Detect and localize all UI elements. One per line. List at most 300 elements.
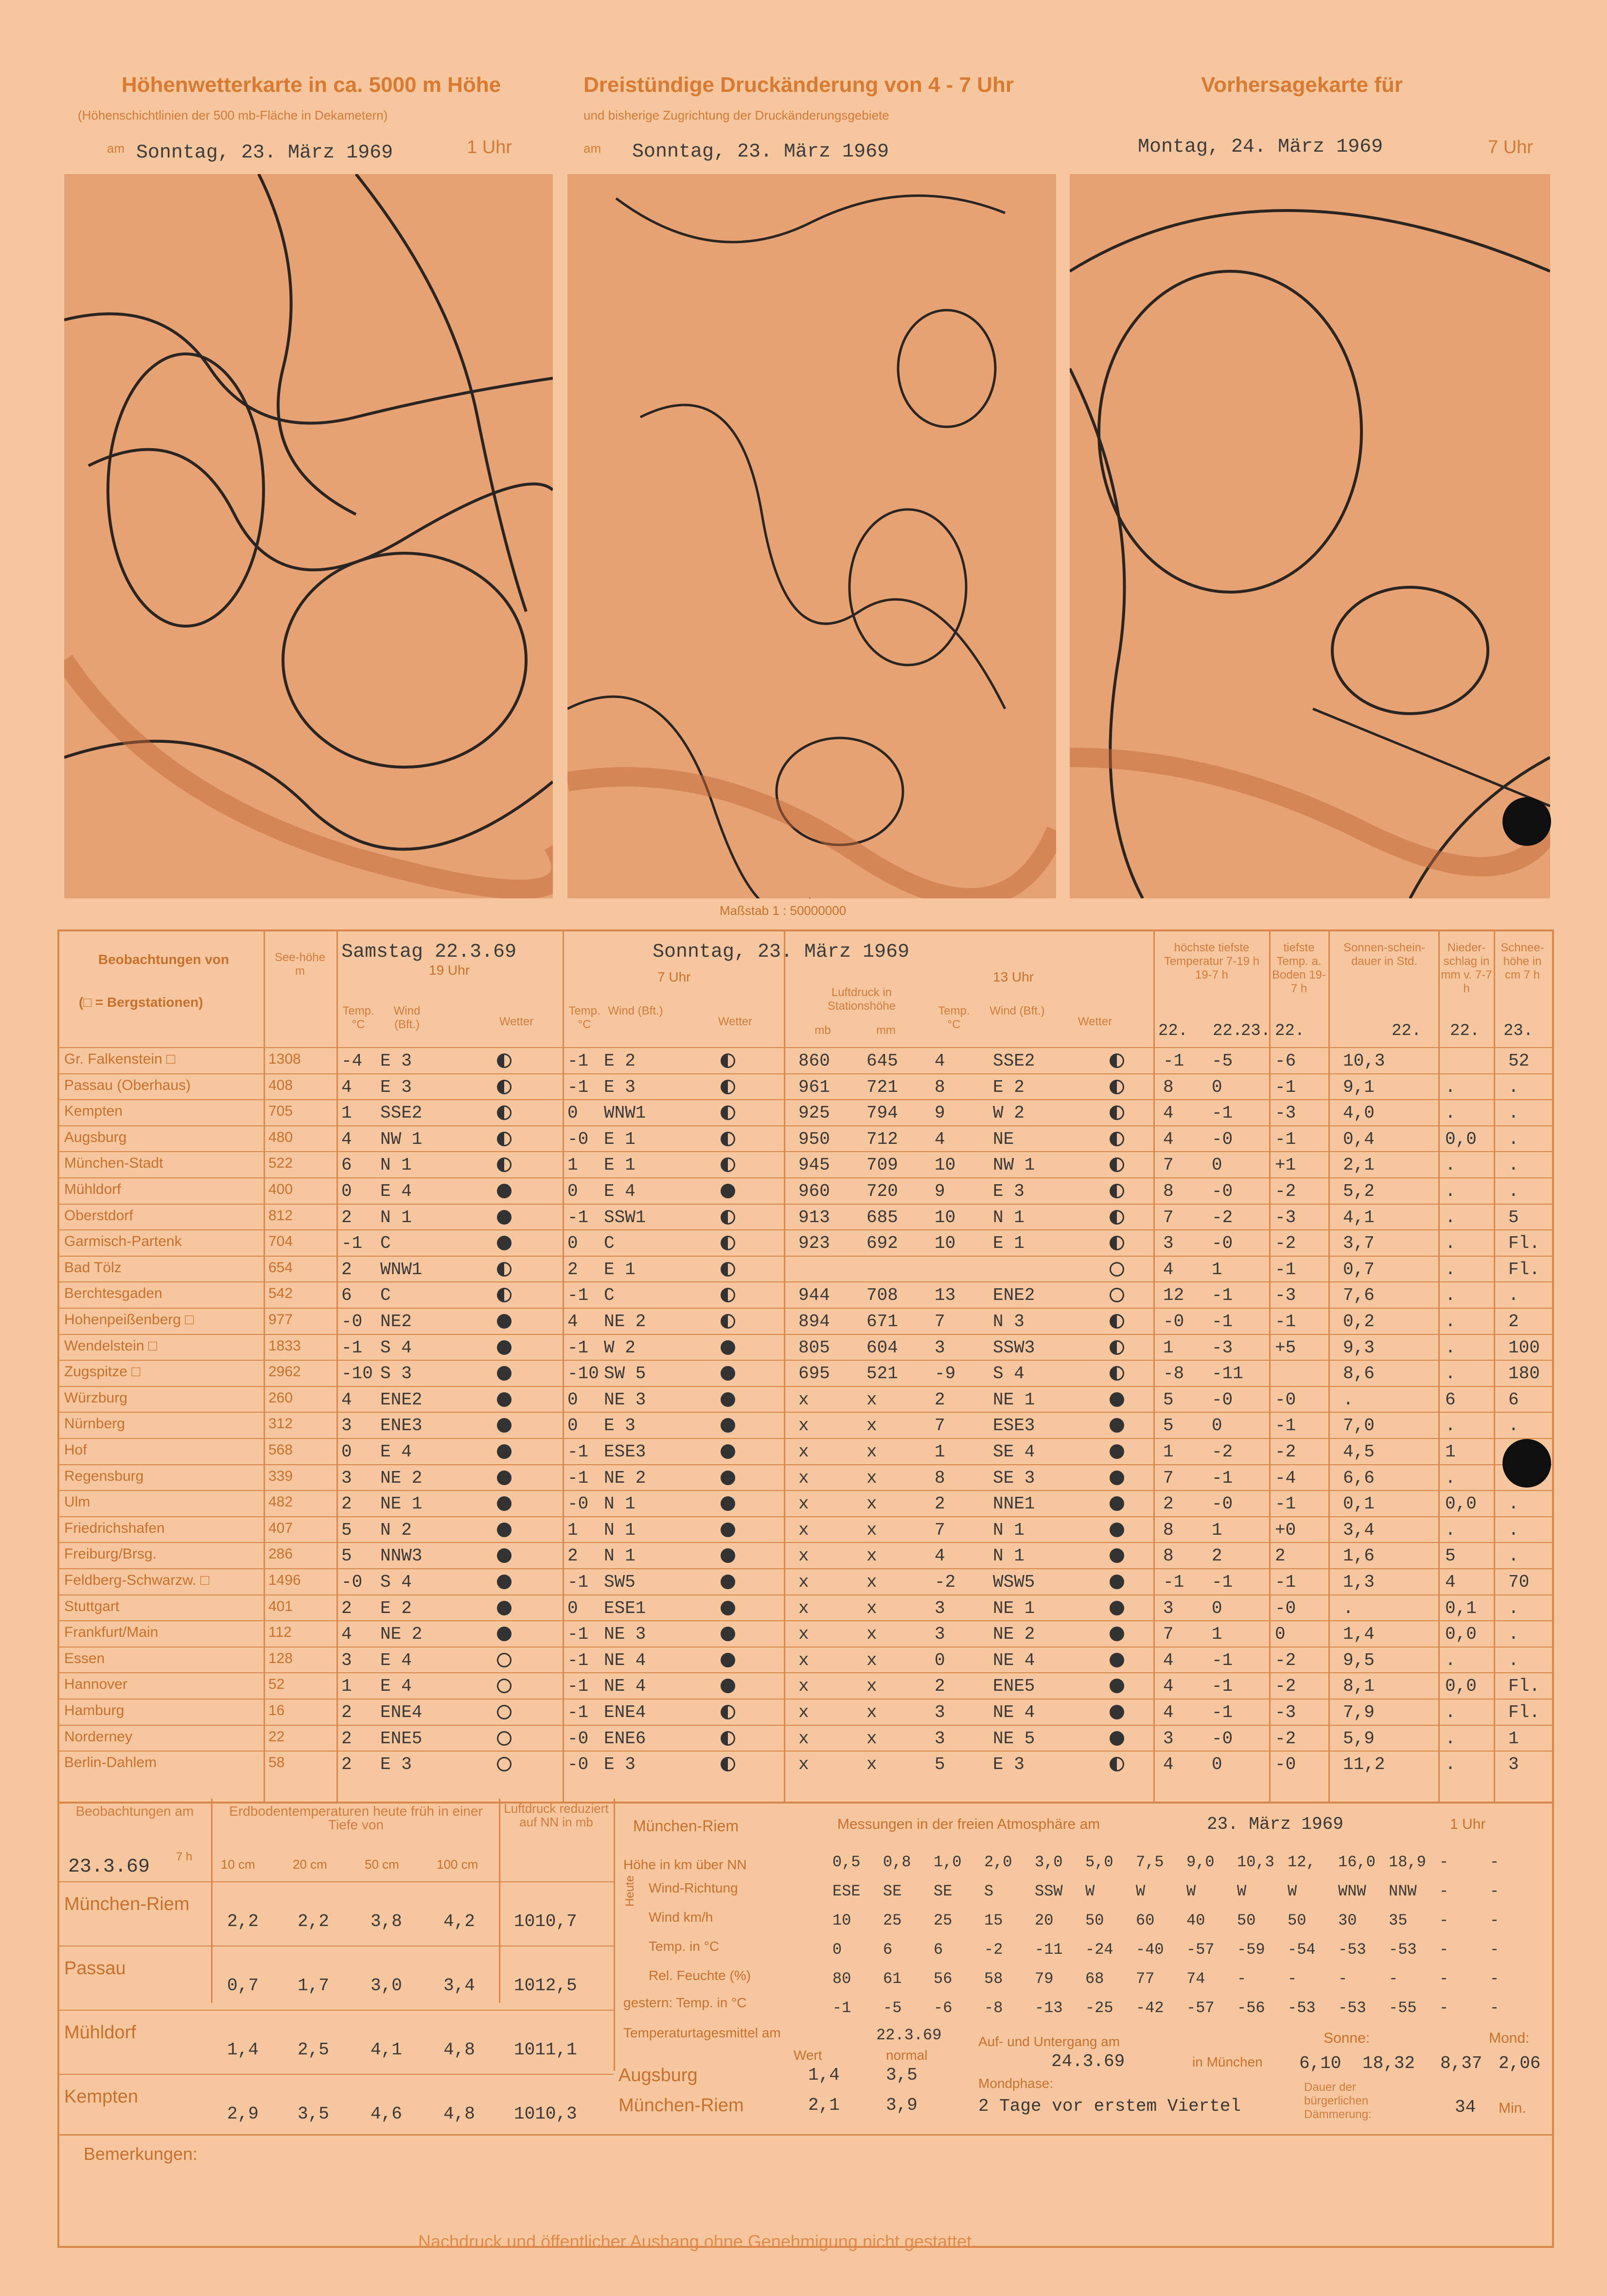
obs-cell: . xyxy=(1508,1129,1519,1149)
mittel-station: Augsburg xyxy=(618,2065,698,2086)
astro-h-mond: Mond: xyxy=(1489,2030,1530,2046)
obs-cell: -1 xyxy=(1163,1051,1184,1071)
obs-cell: ESE1 xyxy=(604,1598,646,1618)
astro-h-mondphase: Mondphase: xyxy=(978,2076,1054,2091)
weather-symbol-icon xyxy=(721,1366,735,1381)
map1-time: 1 Uhr xyxy=(467,137,512,158)
obs-cell: 4 xyxy=(1163,1129,1174,1149)
obs-cell: E 4 xyxy=(380,1676,412,1697)
obs-cell: . xyxy=(1445,1233,1456,1254)
weather-symbol-icon xyxy=(721,1601,735,1615)
obs-row xyxy=(59,1386,1552,1413)
obs-cell: 10 xyxy=(935,1207,956,1227)
obs-cell: 4 xyxy=(1163,1702,1174,1722)
map2-subtitle: und bisherige Zugrichtung der Druckänderungsgebiete xyxy=(583,108,889,123)
obs-cell: 9,3 xyxy=(1343,1337,1375,1358)
aero-dir-value: - xyxy=(1490,1882,1500,1900)
obs-cell: 1 xyxy=(1212,1624,1222,1645)
aero-gestern-value: -5 xyxy=(883,1999,902,2017)
mittel-value: 3,5 xyxy=(886,2065,918,2085)
station-name: Bad Tölz xyxy=(64,1259,122,1276)
obs-cell: x xyxy=(866,1546,877,1566)
weather-symbol-icon xyxy=(721,1157,735,1172)
soil-h-beob: Beobachtungen am xyxy=(75,1804,194,1819)
aero-speed-value: 25 xyxy=(934,1911,953,1929)
station-name: Hamburg xyxy=(64,1702,124,1718)
obs-day-22-e: 22. xyxy=(1450,1022,1480,1040)
obs-cell: 482 xyxy=(268,1494,293,1510)
obs-cell: . xyxy=(1508,1285,1519,1306)
obs-cell: E 1 xyxy=(604,1129,636,1149)
aero-dir-value: W xyxy=(1136,1882,1146,1900)
obs-cell: x xyxy=(866,1572,877,1592)
obs-station-header: Beobachtungen von xyxy=(98,952,230,967)
obs-cell: x xyxy=(798,1624,809,1645)
obs-cell: -1 xyxy=(1275,1077,1296,1097)
obs-cell: 2 xyxy=(1212,1546,1222,1566)
obs-cell: 5 xyxy=(1508,1207,1519,1227)
obs-cell: NE 4 xyxy=(993,1702,1035,1722)
obs-cell: . xyxy=(1445,1520,1456,1540)
obs-cell: E 1 xyxy=(604,1259,636,1279)
obs-cell: -0 xyxy=(567,1754,589,1775)
aero-heights-value: 12, xyxy=(1288,1853,1316,1871)
soil-row xyxy=(59,1945,614,2011)
obs-cell: NE 4 xyxy=(604,1676,646,1697)
obs-cell: . xyxy=(1445,1181,1456,1201)
obs-h-wind2: Wind (Bft.) xyxy=(608,1004,663,1017)
obs-cell: 5,9 xyxy=(1343,1728,1375,1749)
obs-cell: . xyxy=(1445,1312,1456,1332)
soil-value: 4,2 xyxy=(443,1911,475,1931)
obs-cell: 709 xyxy=(866,1155,898,1175)
weather-symbol-icon xyxy=(721,1471,735,1485)
obs-cell: 2 xyxy=(935,1389,945,1410)
obs-cell: 7 xyxy=(935,1416,945,1436)
weather-symbol-icon xyxy=(497,1496,512,1511)
weather-symbol-icon xyxy=(721,1418,735,1433)
obs-cell: 70 xyxy=(1508,1572,1530,1592)
obs-cell: 1308 xyxy=(268,1051,301,1067)
aero-heights-value: 16,0 xyxy=(1338,1853,1376,1871)
obs-cell: 4 xyxy=(1163,1650,1174,1670)
obs-cell: SW 5 xyxy=(604,1364,646,1384)
obs-cell: NE2 xyxy=(380,1312,412,1332)
obs-cell: 860 xyxy=(798,1051,830,1071)
obs-station-note: (□ = Bergstationen) xyxy=(79,995,203,1010)
weather-symbol-icon xyxy=(721,1340,735,1355)
obs-cell: 8,1 xyxy=(1343,1676,1375,1697)
astro-h-in: in München xyxy=(1192,2054,1263,2069)
astro-daemmerung: 34 xyxy=(1455,2097,1476,2117)
aero-gestern-value: -8 xyxy=(984,1999,1003,2017)
obs-cell: -10 xyxy=(341,1364,373,1384)
aero-heights-value: 2,0 xyxy=(984,1853,1012,1871)
aero-speed-value: - xyxy=(1439,1911,1449,1929)
obs-cell: 0,1 xyxy=(1445,1598,1477,1618)
obs-day-23-b: 23. xyxy=(1503,1022,1534,1040)
obs-cell: E 2 xyxy=(993,1077,1024,1097)
obs-h-temp3: Temp. °C xyxy=(938,1004,970,1031)
aero-temp-value: -40 xyxy=(1136,1941,1164,1959)
astro-mondphase: 2 Tage vor erstem Viertel xyxy=(978,2096,1241,2116)
obs-cell: -1 xyxy=(567,1207,589,1227)
bottom-section xyxy=(57,1799,1554,2248)
aero-time: 1 Uhr xyxy=(1450,1816,1486,1832)
obs-cell: x xyxy=(866,1389,877,1410)
obs-cell: 112 xyxy=(268,1624,292,1641)
station-name: Nürnberg xyxy=(64,1416,125,1432)
aero-heute: Heute xyxy=(623,1875,636,1907)
obs-cell: Fl. xyxy=(1508,1233,1540,1254)
obs-cell: 0 xyxy=(1212,1155,1222,1175)
obs-cell: E 3 xyxy=(604,1416,636,1436)
weather-symbol-icon xyxy=(497,1262,512,1277)
obs-cell: 721 xyxy=(866,1077,898,1097)
aero-temp-value: -54 xyxy=(1288,1941,1316,1959)
obs-day-22-b: 22. xyxy=(1213,1022,1243,1040)
obs-row xyxy=(59,1334,1552,1361)
weather-symbol-icon xyxy=(497,1705,512,1719)
station-name: Hohenpeißenberg □ xyxy=(64,1312,194,1328)
obs-cell: 312 xyxy=(268,1416,293,1432)
aero-speed-value: 25 xyxy=(883,1911,902,1929)
weather-symbol-icon xyxy=(497,1575,512,1589)
obs-cell: . xyxy=(1445,1728,1456,1749)
obs-cell: -1 xyxy=(341,1337,363,1358)
obs-cell: 1,3 xyxy=(1343,1572,1375,1592)
soil-value: 3,0 xyxy=(371,1976,402,1996)
obs-cell: 6 xyxy=(341,1285,352,1306)
obs-day-22-d: 22. xyxy=(1392,1022,1422,1040)
station-name: Regensburg xyxy=(64,1468,144,1484)
obs-cell: 3,7 xyxy=(1343,1233,1375,1254)
obs-cell: 3 xyxy=(935,1598,945,1618)
obs-row xyxy=(59,1281,1552,1309)
weather-symbol-icon xyxy=(497,1366,512,1381)
obs-cell: E 1 xyxy=(993,1233,1024,1254)
obs-cell: 695 xyxy=(798,1364,830,1384)
soil-value: 3,5 xyxy=(298,2104,329,2124)
obs-cell: x xyxy=(798,1520,809,1540)
weather-symbol-icon xyxy=(721,1679,735,1693)
aero-speed-value: 50 xyxy=(1085,1911,1104,1929)
obs-cell: 4 xyxy=(1445,1572,1456,1592)
weather-symbol-icon xyxy=(721,1627,735,1641)
aero-speed-value: 10 xyxy=(832,1911,851,1929)
obs-cell: 0 xyxy=(341,1181,352,1201)
soil-h-luftdruck: Luftdruck reduziert auf NN in mb xyxy=(504,1801,609,1829)
obs-cell: E 4 xyxy=(604,1181,636,1201)
weather-symbol-icon xyxy=(1110,1262,1124,1277)
obs-row xyxy=(59,1542,1552,1569)
weather-symbol-icon xyxy=(1110,1314,1124,1329)
obs-cell: ENE5 xyxy=(380,1728,423,1749)
aero-gestern-value: -53 xyxy=(1338,1999,1366,2017)
obs-cell: E 3 xyxy=(993,1181,1024,1201)
weather-symbol-icon xyxy=(497,1548,512,1563)
aero-temp-value: -53 xyxy=(1389,1941,1417,1959)
aero-temp-value: 6 xyxy=(934,1941,943,1959)
obs-cell: 5 xyxy=(1163,1389,1174,1410)
obs-cell: x xyxy=(798,1754,809,1775)
weather-symbol-icon xyxy=(721,1262,735,1277)
weather-symbol-icon xyxy=(1110,1392,1124,1407)
obs-cell: . xyxy=(1445,1103,1456,1123)
obs-cell: 1 xyxy=(935,1442,945,1462)
weather-symbol-icon xyxy=(497,1184,512,1198)
weather-symbol-icon xyxy=(497,1418,512,1433)
aero-feuchte-value: - xyxy=(1389,1970,1398,1988)
soil-station: Mühldorf xyxy=(64,2022,136,2043)
obs-cell: 913 xyxy=(798,1207,830,1227)
obs-cell: 5 xyxy=(341,1520,352,1540)
aero-feuchte-value: - xyxy=(1237,1970,1247,1988)
obs-cell: 4 xyxy=(935,1051,945,1071)
obs-cell: 0 xyxy=(567,1103,578,1123)
obs-cell: 923 xyxy=(798,1233,830,1254)
astro-mond-unter: 2,06 xyxy=(1499,2053,1541,2073)
weather-symbol-icon xyxy=(497,1288,512,1302)
aero-h-height: Höhe in km über NN xyxy=(623,1857,747,1872)
obs-cell: 2 xyxy=(341,1207,352,1227)
soil-row xyxy=(59,2074,614,2139)
obs-row xyxy=(59,1725,1552,1752)
aero-title: Messungen in der freien Atmosphäre am xyxy=(837,1816,1100,1832)
aero-feuchte-value: 77 xyxy=(1136,1970,1155,1988)
obs-cell: ESE3 xyxy=(993,1416,1035,1436)
aero-dir-value: W xyxy=(1186,1882,1196,1900)
obs-cell: -1 xyxy=(341,1233,363,1254)
aero-heights-value: - xyxy=(1439,1853,1449,1871)
obs-cell: 7 xyxy=(935,1520,945,1540)
obs-cell: NE 1 xyxy=(993,1389,1035,1410)
obs-row xyxy=(59,1751,1552,1778)
aero-h-speed: Wind km/h xyxy=(649,1910,713,1925)
obs-cell: 950 xyxy=(798,1129,830,1149)
weather-symbol-icon xyxy=(497,1471,512,1485)
astro-sonne-auf: 6,10 xyxy=(1299,2053,1342,2073)
obs-cell: S 4 xyxy=(380,1337,412,1358)
obs-cell: -0 xyxy=(567,1129,589,1149)
obs-day-23-a: 23. xyxy=(1241,1022,1271,1040)
weather-symbol-icon xyxy=(497,1314,512,1329)
weather-symbol-icon xyxy=(497,1210,512,1225)
obs-cell: . xyxy=(1508,1546,1519,1566)
soil-value: 2,9 xyxy=(227,2104,259,2124)
obs-cell: -11 xyxy=(1212,1364,1243,1384)
soil-station: München-Riem xyxy=(64,1894,190,1914)
weather-symbol-icon xyxy=(1110,1080,1124,1094)
map2-title: Dreistündige Druckänderung von 4 - 7 Uhr xyxy=(583,73,1014,97)
obs-cell: E 3 xyxy=(380,1051,412,1071)
astro-min: Min. xyxy=(1499,2100,1526,2116)
obs-cell: 1 xyxy=(341,1103,352,1123)
aero-gestern-value: - xyxy=(1490,1999,1500,2017)
aero-speed-value: 30 xyxy=(1338,1911,1357,1929)
map-scale: Maßstab 1 : 50000000 xyxy=(720,903,847,918)
aero-temp-value: -53 xyxy=(1338,1941,1366,1959)
soil-value: 3,4 xyxy=(443,1976,475,1996)
obs-row xyxy=(59,1647,1552,1674)
obs-cell: . xyxy=(1508,1598,1519,1618)
weather-symbol-icon xyxy=(497,1132,512,1146)
obs-cell: 7,9 xyxy=(1343,1702,1375,1722)
obs-row xyxy=(59,1490,1552,1517)
weather-symbol-icon xyxy=(721,1496,735,1511)
obs-cell: 2 xyxy=(1508,1312,1519,1332)
obs-cell: 11,2 xyxy=(1343,1754,1385,1775)
mittel-date: 22.3.69 xyxy=(876,2026,942,2044)
obs-h-luftdruck: Luftdruck in Stationshöhe xyxy=(827,986,896,1013)
aero-heights-value: 0,5 xyxy=(832,1853,861,1871)
obs-cell: -0 xyxy=(1212,1728,1233,1749)
obs-cell: x xyxy=(866,1598,877,1618)
aero-speed-value: 50 xyxy=(1237,1911,1256,1929)
obs-cell: -0 xyxy=(1275,1598,1296,1618)
obs-row xyxy=(59,1073,1552,1101)
obs-cell: -1 xyxy=(567,1051,589,1071)
obs-cell: 9,5 xyxy=(1343,1650,1375,1670)
weather-symbol-icon xyxy=(1110,1444,1124,1459)
obs-cell: 8 xyxy=(1163,1520,1174,1540)
obs-cell: C xyxy=(380,1233,391,1254)
obs-cell: 0 xyxy=(341,1442,352,1462)
obs-day2-time-b: 13 Uhr xyxy=(993,969,1034,984)
station-name: Stuttgart xyxy=(64,1598,120,1614)
weather-symbol-icon xyxy=(721,1105,735,1120)
obs-cell: SSE2 xyxy=(993,1051,1035,1071)
obs-row xyxy=(59,1308,1552,1335)
weather-symbol-icon xyxy=(1110,1236,1124,1250)
obs-cell: 10 xyxy=(935,1233,956,1254)
aero-dir-value: W xyxy=(1085,1882,1095,1900)
aero-speed-value: 15 xyxy=(984,1911,1003,1929)
obs-cell: Fl. xyxy=(1508,1676,1540,1697)
obs-cell: -1 xyxy=(567,1624,589,1645)
obs-cell: 944 xyxy=(798,1285,830,1306)
weather-symbol-icon xyxy=(497,1627,512,1641)
obs-cell: 52 xyxy=(1508,1051,1530,1071)
aero-temp-value: - xyxy=(1490,1941,1500,1959)
map3-time: 7 Uhr xyxy=(1488,137,1533,158)
obs-cell: 4 xyxy=(341,1389,352,1410)
obs-cell: 3 xyxy=(1508,1754,1519,1775)
aero-heights-value: 1,0 xyxy=(934,1853,962,1871)
obs-cell: 2 xyxy=(567,1546,578,1566)
obs-cell: 708 xyxy=(866,1285,898,1306)
weather-symbol-icon xyxy=(497,1444,512,1459)
obs-cell: -0 xyxy=(1212,1389,1233,1410)
obs-cell: . xyxy=(1343,1389,1354,1410)
obs-h-temp1: Temp. °C xyxy=(342,1004,374,1031)
obs-cell: E 4 xyxy=(380,1181,412,1201)
weather-symbol-icon xyxy=(497,1392,512,1407)
aero-feuchte-value: 56 xyxy=(934,1970,953,1988)
obs-cell: 1 xyxy=(1163,1337,1174,1358)
obs-cell: 1 xyxy=(1212,1520,1222,1540)
obs-cell: S 4 xyxy=(380,1572,412,1592)
aero-gestern-value: -25 xyxy=(1085,1999,1113,2017)
aero-h-temp: Temp. in °C xyxy=(649,1939,720,1954)
obs-cell: 704 xyxy=(268,1233,293,1250)
obs-cell: 4 xyxy=(1163,1676,1174,1697)
soil-row xyxy=(59,2010,614,2075)
obs-cell: 4 xyxy=(567,1312,578,1332)
obs-cell: 671 xyxy=(866,1312,898,1332)
obs-cell: 2 xyxy=(341,1702,352,1722)
obs-cell: 401 xyxy=(268,1598,293,1614)
obs-cell: N 1 xyxy=(993,1546,1024,1566)
aero-gestern-value: -1 xyxy=(832,1999,851,2017)
aero-speed-value: 40 xyxy=(1186,1911,1205,1929)
obs-cell: -1 xyxy=(567,1442,589,1462)
obs-cell: 13 xyxy=(935,1285,956,1306)
obs-cell: 3 xyxy=(341,1468,352,1488)
obs-cell: -0 xyxy=(1212,1233,1233,1254)
obs-cell: 3,4 xyxy=(1343,1520,1375,1540)
obs-cell: x xyxy=(866,1624,877,1645)
weather-symbol-icon xyxy=(1110,1731,1124,1746)
obs-cell: -1 xyxy=(1275,1572,1296,1592)
obs-h-mb: mb xyxy=(814,1024,831,1037)
footer-note: Nachdruck und öffentlicher Aushang ohne Genehmigung nicht gestattet. xyxy=(418,2231,977,2251)
obs-cell: 5 xyxy=(935,1754,945,1775)
obs-cell: WSW5 xyxy=(993,1572,1035,1592)
obs-cell: 0 xyxy=(1212,1598,1222,1618)
astro-sonne-unter: 18,32 xyxy=(1362,2053,1415,2073)
obs-cell: . xyxy=(1508,1103,1519,1123)
station-name: Berlin-Dahlem xyxy=(64,1754,157,1771)
map3-date: Montag, 24. März 1969 xyxy=(1138,136,1383,158)
obs-cell: 0,0 xyxy=(1445,1676,1477,1697)
aero-temp-value: -59 xyxy=(1237,1941,1265,1959)
obs-cell: 5 xyxy=(1163,1416,1174,1436)
obs-cell: 4 xyxy=(1163,1754,1174,1775)
aero-feuchte-value: - xyxy=(1288,1970,1297,1988)
obs-cell: 8 xyxy=(1163,1181,1174,1201)
aero-heights-value: 0,8 xyxy=(883,1853,911,1871)
obs-cell: 0 xyxy=(1212,1077,1222,1097)
obs-cell: x xyxy=(866,1650,877,1670)
obs-cell: 180 xyxy=(1508,1364,1540,1384)
station-name: München-Stadt xyxy=(64,1155,163,1172)
obs-cell: . xyxy=(1508,1494,1519,1514)
obs-cell: -1 xyxy=(1163,1572,1184,1592)
obs-cell: E 3 xyxy=(993,1754,1024,1775)
obs-cell: ENE2 xyxy=(993,1285,1035,1306)
obs-cell: x xyxy=(798,1389,809,1410)
mittel-value: 1,4 xyxy=(808,2065,840,2085)
obs-day2-time-a: 7 Uhr xyxy=(657,969,691,984)
weather-symbol-icon xyxy=(1110,1053,1124,1068)
obs-cell: 10,3 xyxy=(1343,1051,1385,1071)
aero-gestern-value: - xyxy=(1439,1999,1449,2017)
station-name: Freiburg/Brsg. xyxy=(64,1546,157,1562)
map1-date-prefix: am xyxy=(107,141,125,156)
obs-cell: x xyxy=(798,1442,809,1462)
station-name: Friedrichshafen xyxy=(64,1520,165,1536)
astro-h-aufuntergang: Auf- und Untergang am xyxy=(978,2034,1120,2049)
soil-value: 1,7 xyxy=(298,1976,329,1996)
obs-cell: 1 xyxy=(1508,1728,1519,1749)
aero-feuchte-value: - xyxy=(1490,1970,1500,1988)
obs-cell: x xyxy=(798,1702,809,1722)
obs-cell: S 3 xyxy=(380,1364,412,1384)
station-name: Mühldorf xyxy=(64,1181,121,1197)
punch-hole-bottom xyxy=(1502,1439,1551,1488)
obs-cell: -1 xyxy=(1275,1494,1296,1514)
